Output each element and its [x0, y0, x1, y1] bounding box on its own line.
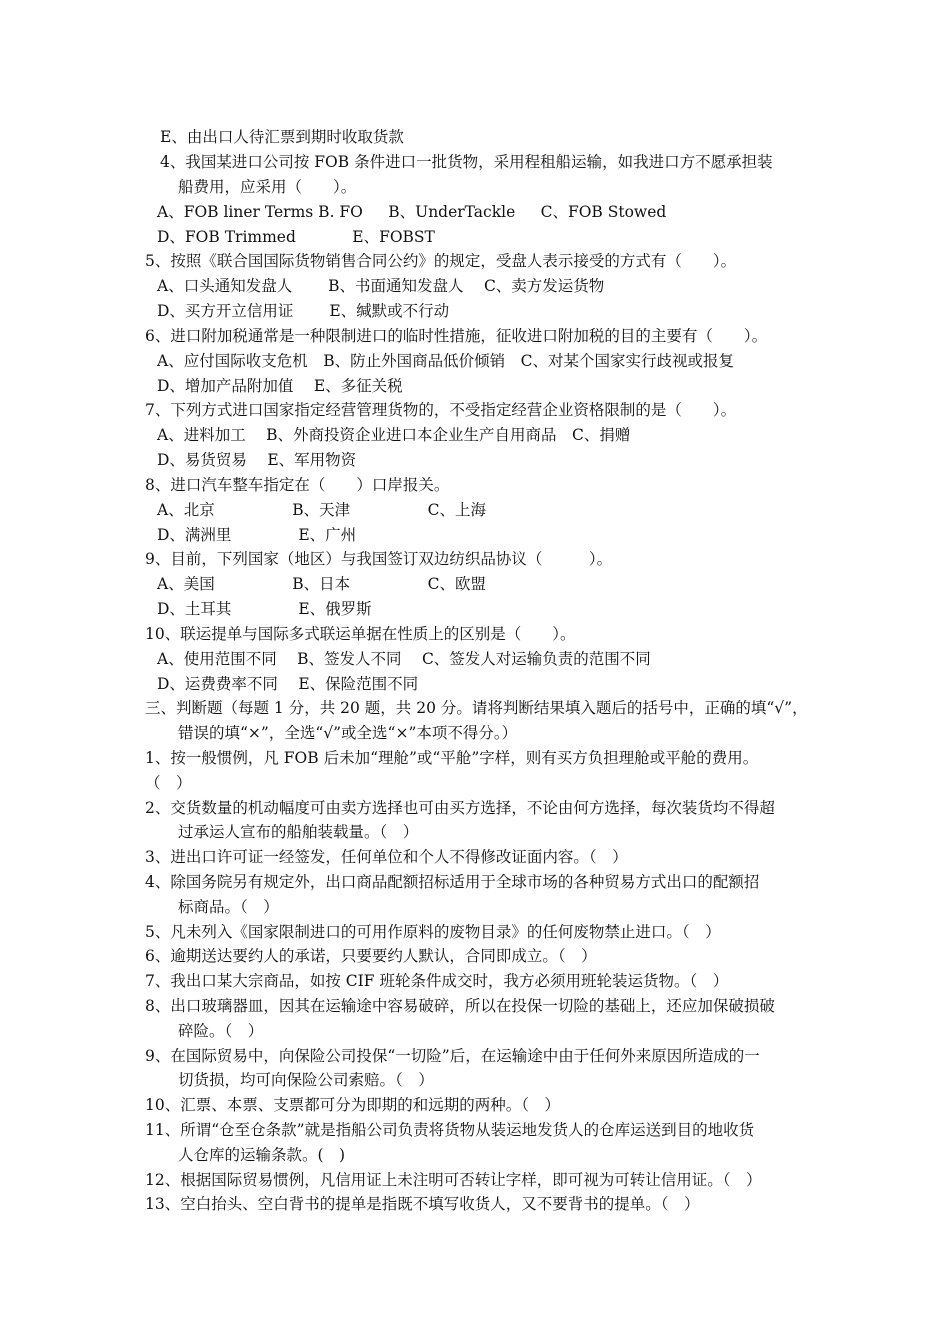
text-line: D、买方开立信用证 E、缄默或不行动: [157, 302, 450, 320]
text-line: D、FOB Trimmed E、FOBST: [157, 228, 435, 246]
text-line: A、美国 B、日本 C、欧盟: [157, 575, 486, 593]
text-line: 11、所谓“仓至仓条款”就是指船公司负责将货物从装运地发货人的仓库运送到目的地收货: [145, 1121, 755, 1139]
text-line: 6、逾期送达要约人的承诺，只要要约人默认，合同即成立。（ ）: [145, 947, 597, 965]
text-line: 13、空白抬头、空白背书的提单是指既不填写收货人，又不要背书的提单。（ ）: [145, 1195, 700, 1213]
text-line: 4、我国某进口公司按 FOB 条件进口一批货物，采用程租船运输，如我进口方不愿承担装: [160, 153, 773, 171]
text-line: A、北京 B、天津 C、上海: [157, 501, 486, 519]
text-line: 3、进出口许可证一经签发，任何单位和个人不得修改证面内容。（ ）: [145, 848, 628, 866]
text-line: E、由出口人待汇票到期时收取货款: [160, 128, 404, 146]
text-line: 三、判断题（每题 1 分，共 20 题，共 20 分。请将判断结果填入题后的括号中，正确的填“√”，: [145, 699, 808, 717]
text-line: 6、进口附加税通常是一种限制进口的临时性措施，征收进口附加税的目的主要有（ ）。: [145, 327, 768, 345]
text-line: 切货损，均可向保险公司索赔。（ ）: [178, 1071, 434, 1089]
text-line: 过承运人宣布的船舶装载量。（ ）: [178, 823, 419, 841]
text-line: A、口头通知发盘人 B、书面通知发盘人 C、卖方发运货物: [157, 277, 605, 295]
text-line: （ ）: [145, 774, 192, 792]
text-line: 8、进口汽车整车指定在（ ）口岸报关。: [145, 476, 450, 494]
text-line: 标商品。（ ）: [178, 898, 279, 916]
text-line: D、易货贸易 E、军用物资: [157, 451, 357, 469]
text-line: D、增加产品附加值 E、多征关税: [157, 377, 403, 395]
text-line: 10、汇票、本票、支票都可分为即期的和远期的两种。（ ）: [145, 1096, 560, 1114]
text-line: 错误的填“×”，全选“√”或全选“×”本项不得分。）: [178, 724, 518, 742]
text-line: A、FOB liner Terms B. FO B、UnderTackle C、FOB Stowed: [157, 203, 667, 221]
text-line: 10、联运提单与国际多式联运单据在性质上的区别是（ ）。: [145, 625, 576, 643]
text-line: A、进料加工 B、外商投资企业进口本企业生产自用商品 C、捐赠: [157, 426, 631, 444]
text-line: D、满洲里 E、广州: [157, 526, 357, 544]
text-line: 8、出口玻璃器皿，因其在运输途中容易破碎，所以在投保一切险的基础上，还应加保破损破: [145, 997, 775, 1015]
text-line: D、运费费率不同 E、保险范围不同: [157, 675, 419, 693]
text-line: 5、按照《联合国国际货物销售合同公约》的规定，受盘人表示接受的方式有（ ）。: [145, 252, 737, 270]
text-line: 船费用，应采用（ ）。: [178, 178, 357, 196]
text-line: A、应付国际收支危机 B、防止外国商品低价倾销 C、对某个国家实行歧视或报复: [157, 352, 734, 370]
text-line: D、土耳其 E、俄罗斯: [157, 600, 372, 618]
text-line: 2、交货数量的机动幅度可由卖方选择也可由买方选择，不论由何方选择，每次装货均不得超: [145, 799, 775, 817]
text-line: 12、根据国际贸易惯例，凡信用证上未注明可否转让字样，即可视为可转让信用证。（ ）: [145, 1171, 762, 1189]
text-line: 人仓库的运输条款。( ): [178, 1146, 346, 1164]
text-line: 7、下列方式进口国家指定经营管理货物的，不受指定经营企业资格限制的是（ ）。: [145, 401, 737, 419]
text-line: 9、目前，下列国家（地区）与我国签订双边纺织品协议（ ）。: [145, 550, 613, 568]
text-line: A、使用范围不同 B、签发人不同 C、签发人对运输负责的范围不同: [157, 650, 651, 668]
text-line: 4、除国务院另有规定外，出口商品配额招标适用于全球市场的各种贸易方式出口的配额招: [145, 873, 760, 891]
text-line: 9、在国际贸易中，向保险公司投保“一切险”后，在运输途中由于任何外来原因所造成的一: [145, 1047, 760, 1065]
text-line: 1、按一般惯例，凡 FOB 后未加“理舱”或“平舱”字样，则有买方负担理舱或平舱的费用。: [145, 749, 759, 767]
text-line: 7、我出口某大宗商品，如按 CIF 班轮条件成交时，我方必须用班轮装运货物。（ ）: [145, 972, 729, 990]
text-line: 碎险。（ ）: [178, 1022, 264, 1040]
text-line: 5、凡未列入《国家限制进口的可用作原料的废物目录》的任何废物禁止进口。（ ）: [145, 923, 721, 941]
